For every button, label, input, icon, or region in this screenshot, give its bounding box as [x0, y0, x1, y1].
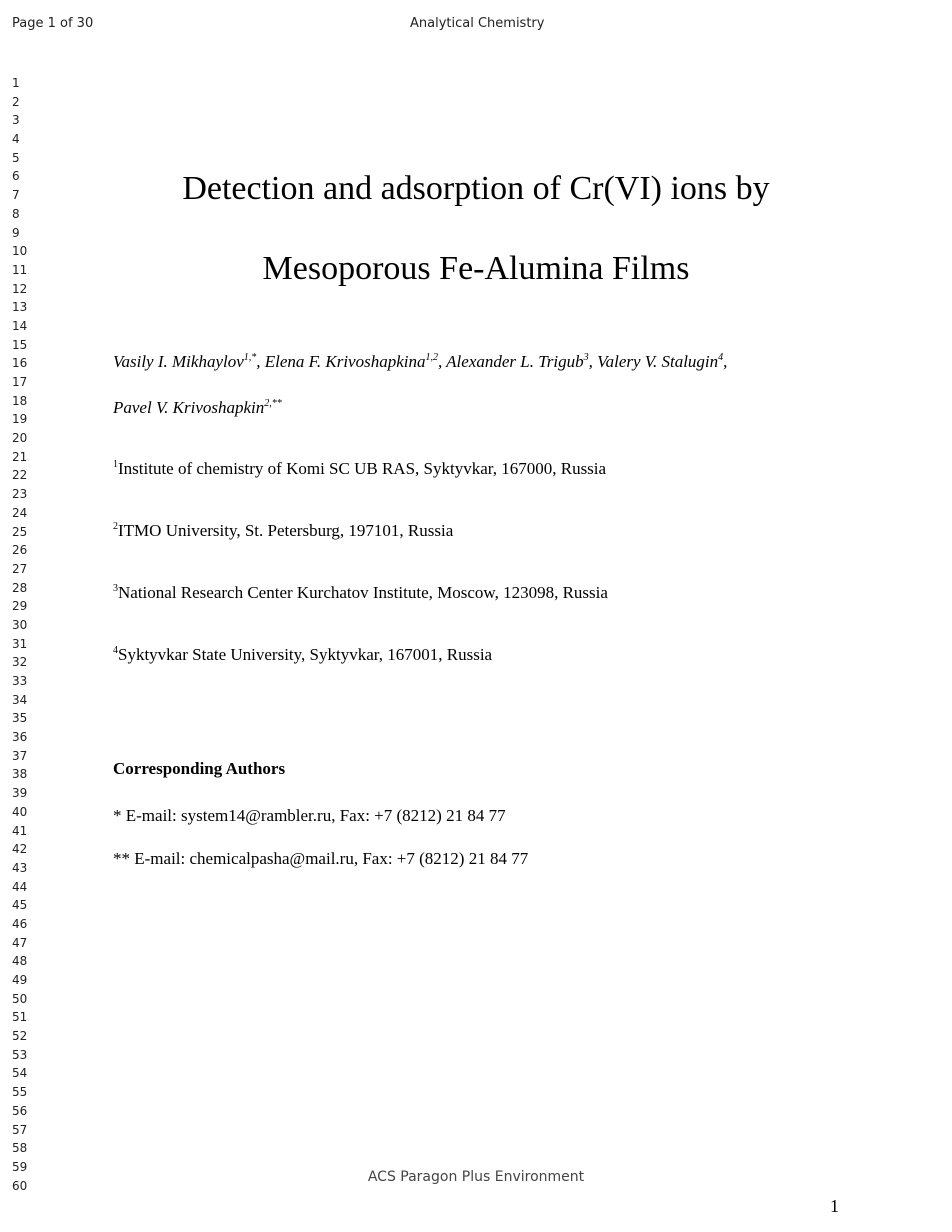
- author-list-line-1: [113, 352, 727, 372]
- line-number: 30: [12, 617, 28, 632]
- author-name: Elena F. Krivoshapkina: [264, 352, 426, 371]
- author-list-line-2: [113, 398, 282, 418]
- affiliation-2: [113, 521, 453, 541]
- line-number: 39: [12, 786, 28, 801]
- corresponding-authors-heading: Corresponding Authors: [113, 759, 286, 778]
- affiliation-text: ITMO University, St. Petersburg, 197101, Russia: [118, 521, 454, 540]
- author-separator: ,: [256, 352, 265, 371]
- line-number: 49: [12, 973, 28, 987]
- line-number: 46: [12, 916, 28, 931]
- line-number: 12: [12, 281, 28, 296]
- line-number: 5: [12, 150, 20, 165]
- paper-title-line-1: Detection and adsorption of Cr(VI) ions by: [182, 170, 770, 207]
- line-number: 11: [12, 262, 28, 277]
- line-number: 40: [12, 804, 28, 819]
- line-number: 37: [12, 748, 28, 763]
- line-number: 13: [12, 300, 28, 315]
- line-number: 16: [12, 356, 28, 371]
- line-number: 10: [12, 244, 28, 259]
- affiliation-text: Syktyvkar State University, Syktyvkar, 167001, Russia: [118, 645, 493, 664]
- author-affiliation-mark: 3: [583, 352, 589, 363]
- line-number: 20: [12, 431, 28, 446]
- line-number: 36: [12, 730, 28, 745]
- line-number: 2: [12, 94, 20, 109]
- line-number: 26: [12, 543, 28, 558]
- line-number: 34: [12, 692, 28, 707]
- affiliation-1: [113, 459, 606, 479]
- author-name: Alexander L. Trigub: [446, 352, 584, 371]
- line-number: 14: [12, 318, 28, 333]
- line-number: 57: [12, 1122, 28, 1137]
- line-number: 59: [12, 1159, 28, 1174]
- affiliation-text: Institute of chemistry of Komi SC UB RAS, Syktyvkar, 167000, Russia: [118, 459, 607, 478]
- affiliation-mark: 2: [113, 521, 118, 532]
- author-separator: ,: [588, 352, 598, 371]
- line-number: 18: [12, 393, 28, 408]
- line-number: 56: [12, 1103, 28, 1118]
- author-affiliation-mark: 4: [718, 352, 724, 363]
- line-number: 8: [12, 206, 20, 221]
- header-journal-name: Analytical Chemistry: [410, 16, 545, 31]
- author-affiliation-mark: 2,**: [264, 398, 282, 409]
- line-number: 35: [12, 711, 28, 726]
- line-number: 19: [12, 412, 28, 427]
- line-number: 7: [12, 188, 20, 203]
- header-page-label: Page 1 of 30: [12, 16, 94, 31]
- author-name: Valery V. Stalugin: [597, 352, 719, 371]
- line-number: 3: [12, 113, 20, 128]
- author-name: Pavel V. Krivoshapkin: [113, 398, 265, 417]
- paper-title-line-2: Mesoporous Fe-Alumina Films: [262, 250, 690, 287]
- line-number: 47: [12, 935, 28, 950]
- line-number: 33: [12, 674, 28, 688]
- line-number: 17: [12, 375, 28, 389]
- line-number: 29: [12, 599, 28, 614]
- author-affiliation-mark: 1,*: [243, 352, 257, 363]
- line-number: 21: [12, 449, 28, 464]
- footer-environment: ACS Paragon Plus Environment: [367, 1169, 585, 1185]
- affiliation-mark: 4: [113, 645, 118, 656]
- line-number: 27: [12, 561, 28, 576]
- line-number: 58: [12, 1141, 28, 1156]
- line-number: 53: [12, 1047, 28, 1062]
- line-number: 45: [12, 898, 28, 913]
- line-number: 28: [12, 580, 28, 595]
- line-number: 52: [12, 1029, 28, 1044]
- affiliation-mark: 1: [113, 459, 118, 470]
- line-number: 60: [12, 1178, 28, 1193]
- author-separator: ,: [723, 352, 728, 371]
- line-number: 6: [12, 169, 20, 184]
- affiliation-text: National Research Center Kurchatov Institute, Moscow, 123098, Russia: [118, 583, 608, 602]
- line-number: 51: [12, 1010, 28, 1025]
- line-number: 23: [12, 487, 28, 502]
- affiliation-3: [113, 583, 608, 603]
- line-number: 43: [12, 860, 28, 875]
- contact-line-2: ** E-mail: chemicalpasha@mail.ru, Fax: +7 (8212) 21 84 77: [113, 849, 529, 868]
- page-number: 1: [830, 1196, 839, 1216]
- line-number: 24: [12, 505, 28, 520]
- affiliation-mark: 3: [113, 583, 118, 594]
- line-number: 54: [12, 1066, 28, 1081]
- line-number: 4: [12, 132, 20, 147]
- line-number: 25: [12, 524, 28, 539]
- line-number-gutter: [12, 74, 42, 1195]
- contact-line-1: * E-mail: system14@rambler.ru, Fax: +7 (8212) 21 84 77: [113, 806, 506, 825]
- line-number: 42: [12, 842, 28, 857]
- line-number: 55: [12, 1085, 28, 1100]
- author-name: Vasily I. Mikhaylov: [113, 352, 244, 371]
- line-number: 48: [12, 954, 28, 969]
- line-number: 38: [12, 767, 28, 782]
- line-number: 31: [12, 636, 28, 651]
- line-number: 1: [12, 76, 20, 90]
- line-number: 9: [12, 225, 20, 240]
- author-separator: ,: [437, 352, 447, 371]
- line-number: 15: [12, 337, 28, 352]
- line-number: 22: [12, 468, 28, 483]
- line-number: 41: [12, 823, 28, 838]
- line-number: 44: [12, 879, 28, 894]
- line-number: 32: [12, 655, 28, 670]
- author-affiliation-mark: 1,2: [425, 352, 438, 363]
- affiliation-4: [113, 645, 492, 665]
- line-number: 50: [12, 991, 28, 1006]
